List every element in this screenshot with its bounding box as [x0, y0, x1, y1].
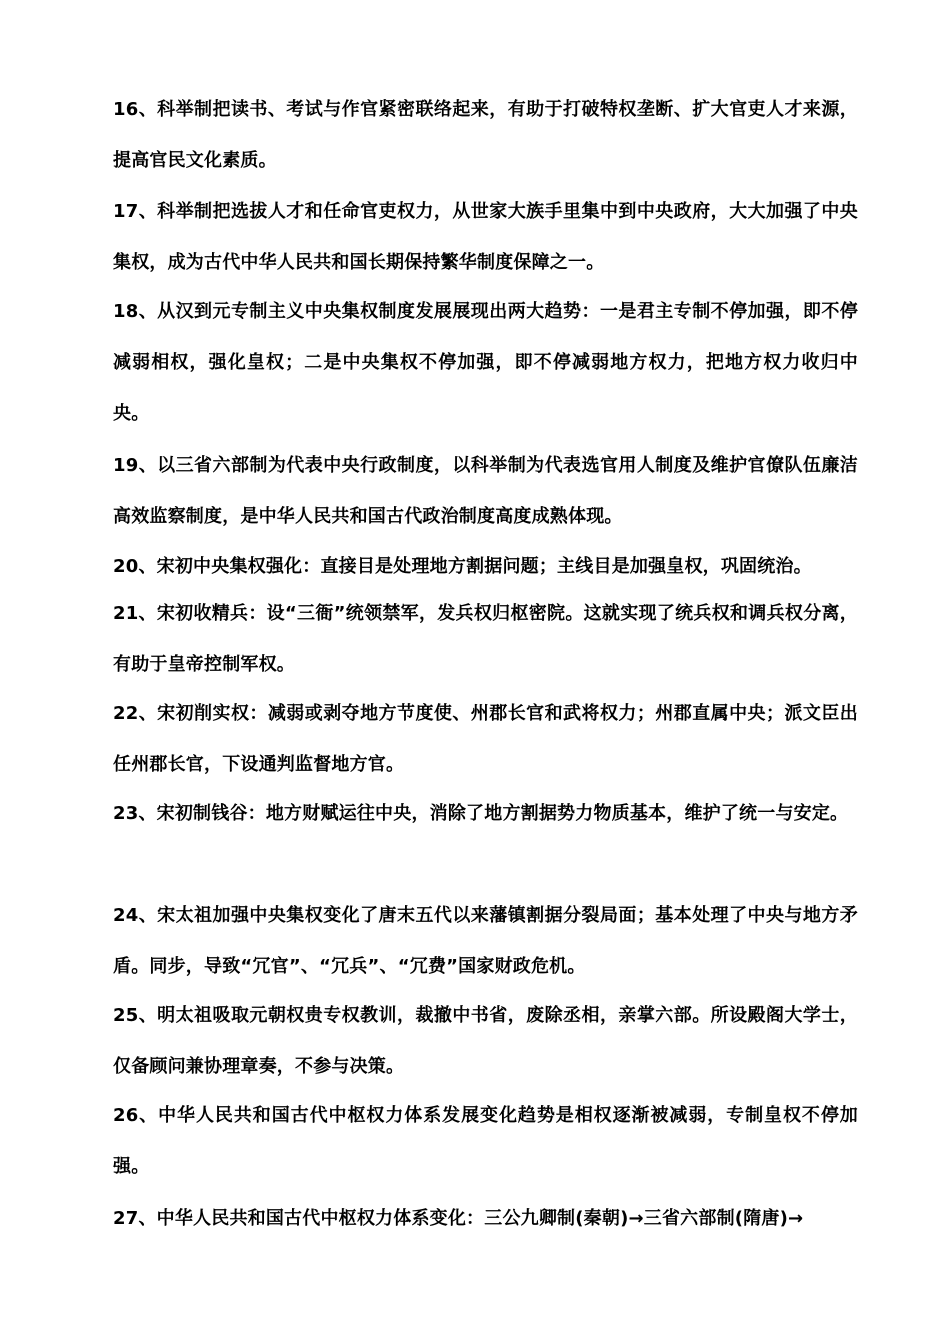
paragraph-26: 26、中华人民共和国古代中枢权力体系发展变化趋势是相权逐渐被减弱，专制皇权不停加强。	[113, 1105, 858, 1177]
paragraph-18: 18、从汉到元专制主义中央集权制度发展展现出两大趋势：一是君主专制不停加强，即不停减弱相权，强化皇权；二是中央集权不停加强，即不停减弱地方权力，把地方权力收归中央。	[113, 301, 858, 424]
paragraph-19: 19、以三省六部制为代表中央行政制度，以科举制为代表选官用人制度及维护官僚队伍廉洁高效监察制度，是中华人民共和国古代政治制度高度成熟体现。	[113, 455, 858, 527]
paragraph-20: 20、宋初中央集权强化：直接目是处理地方割据问题；主线目是加强皇权，巩固统治。	[113, 556, 812, 577]
paragraph-24: 24、宋太祖加强中央集权变化了唐末五代以来藩镇割据分裂局面；基本处理了中央与地方矛盾。同步，导致“冗官”、“冗兵”、“冗费”国家财政危机。	[113, 905, 858, 977]
paragraph-25: 25、明太祖吸取元朝权贵专权教训，裁撤中书省，废除丞相，亲掌六部。所设殿阁大学士，仅备顾问兼协理章奏，不参与决策。	[113, 1005, 858, 1077]
paragraph-21: 21、宋初收精兵：设“三衙”统领禁军，发兵权归枢密院。这就实现了统兵权和调兵权分离，有助于皇帝控制军权。	[113, 603, 858, 675]
paragraph-17: 17、科举制把选拔人才和任命官吏权力，从世家大族手里集中到中央政府，大大加强了中央集权，成为古代中华人民共和国长期保持繁华制度保障之一。	[113, 201, 858, 273]
paragraph-23: 23、宋初制钱谷：地方财赋运往中央，消除了地方割据势力物质基本，维护了统一与安定。	[113, 803, 849, 824]
paragraph-16: 16、科举制把读书、考试与作官紧密联络起来，有助于打破特权垄断、扩大官吏人才来源，提高官民文化素质。	[113, 99, 858, 171]
paragraph-22: 22、宋初削实权：减弱或剥夺地方节度使、州郡长官和武将权力；州郡直属中央；派文臣出任州郡长官，下设通判监督地方官。	[113, 703, 858, 775]
paragraph-27: 27、中华人民共和国古代中枢权力体系变化：三公九卿制(秦朝)→三省六部制(隋唐)→	[113, 1208, 804, 1229]
